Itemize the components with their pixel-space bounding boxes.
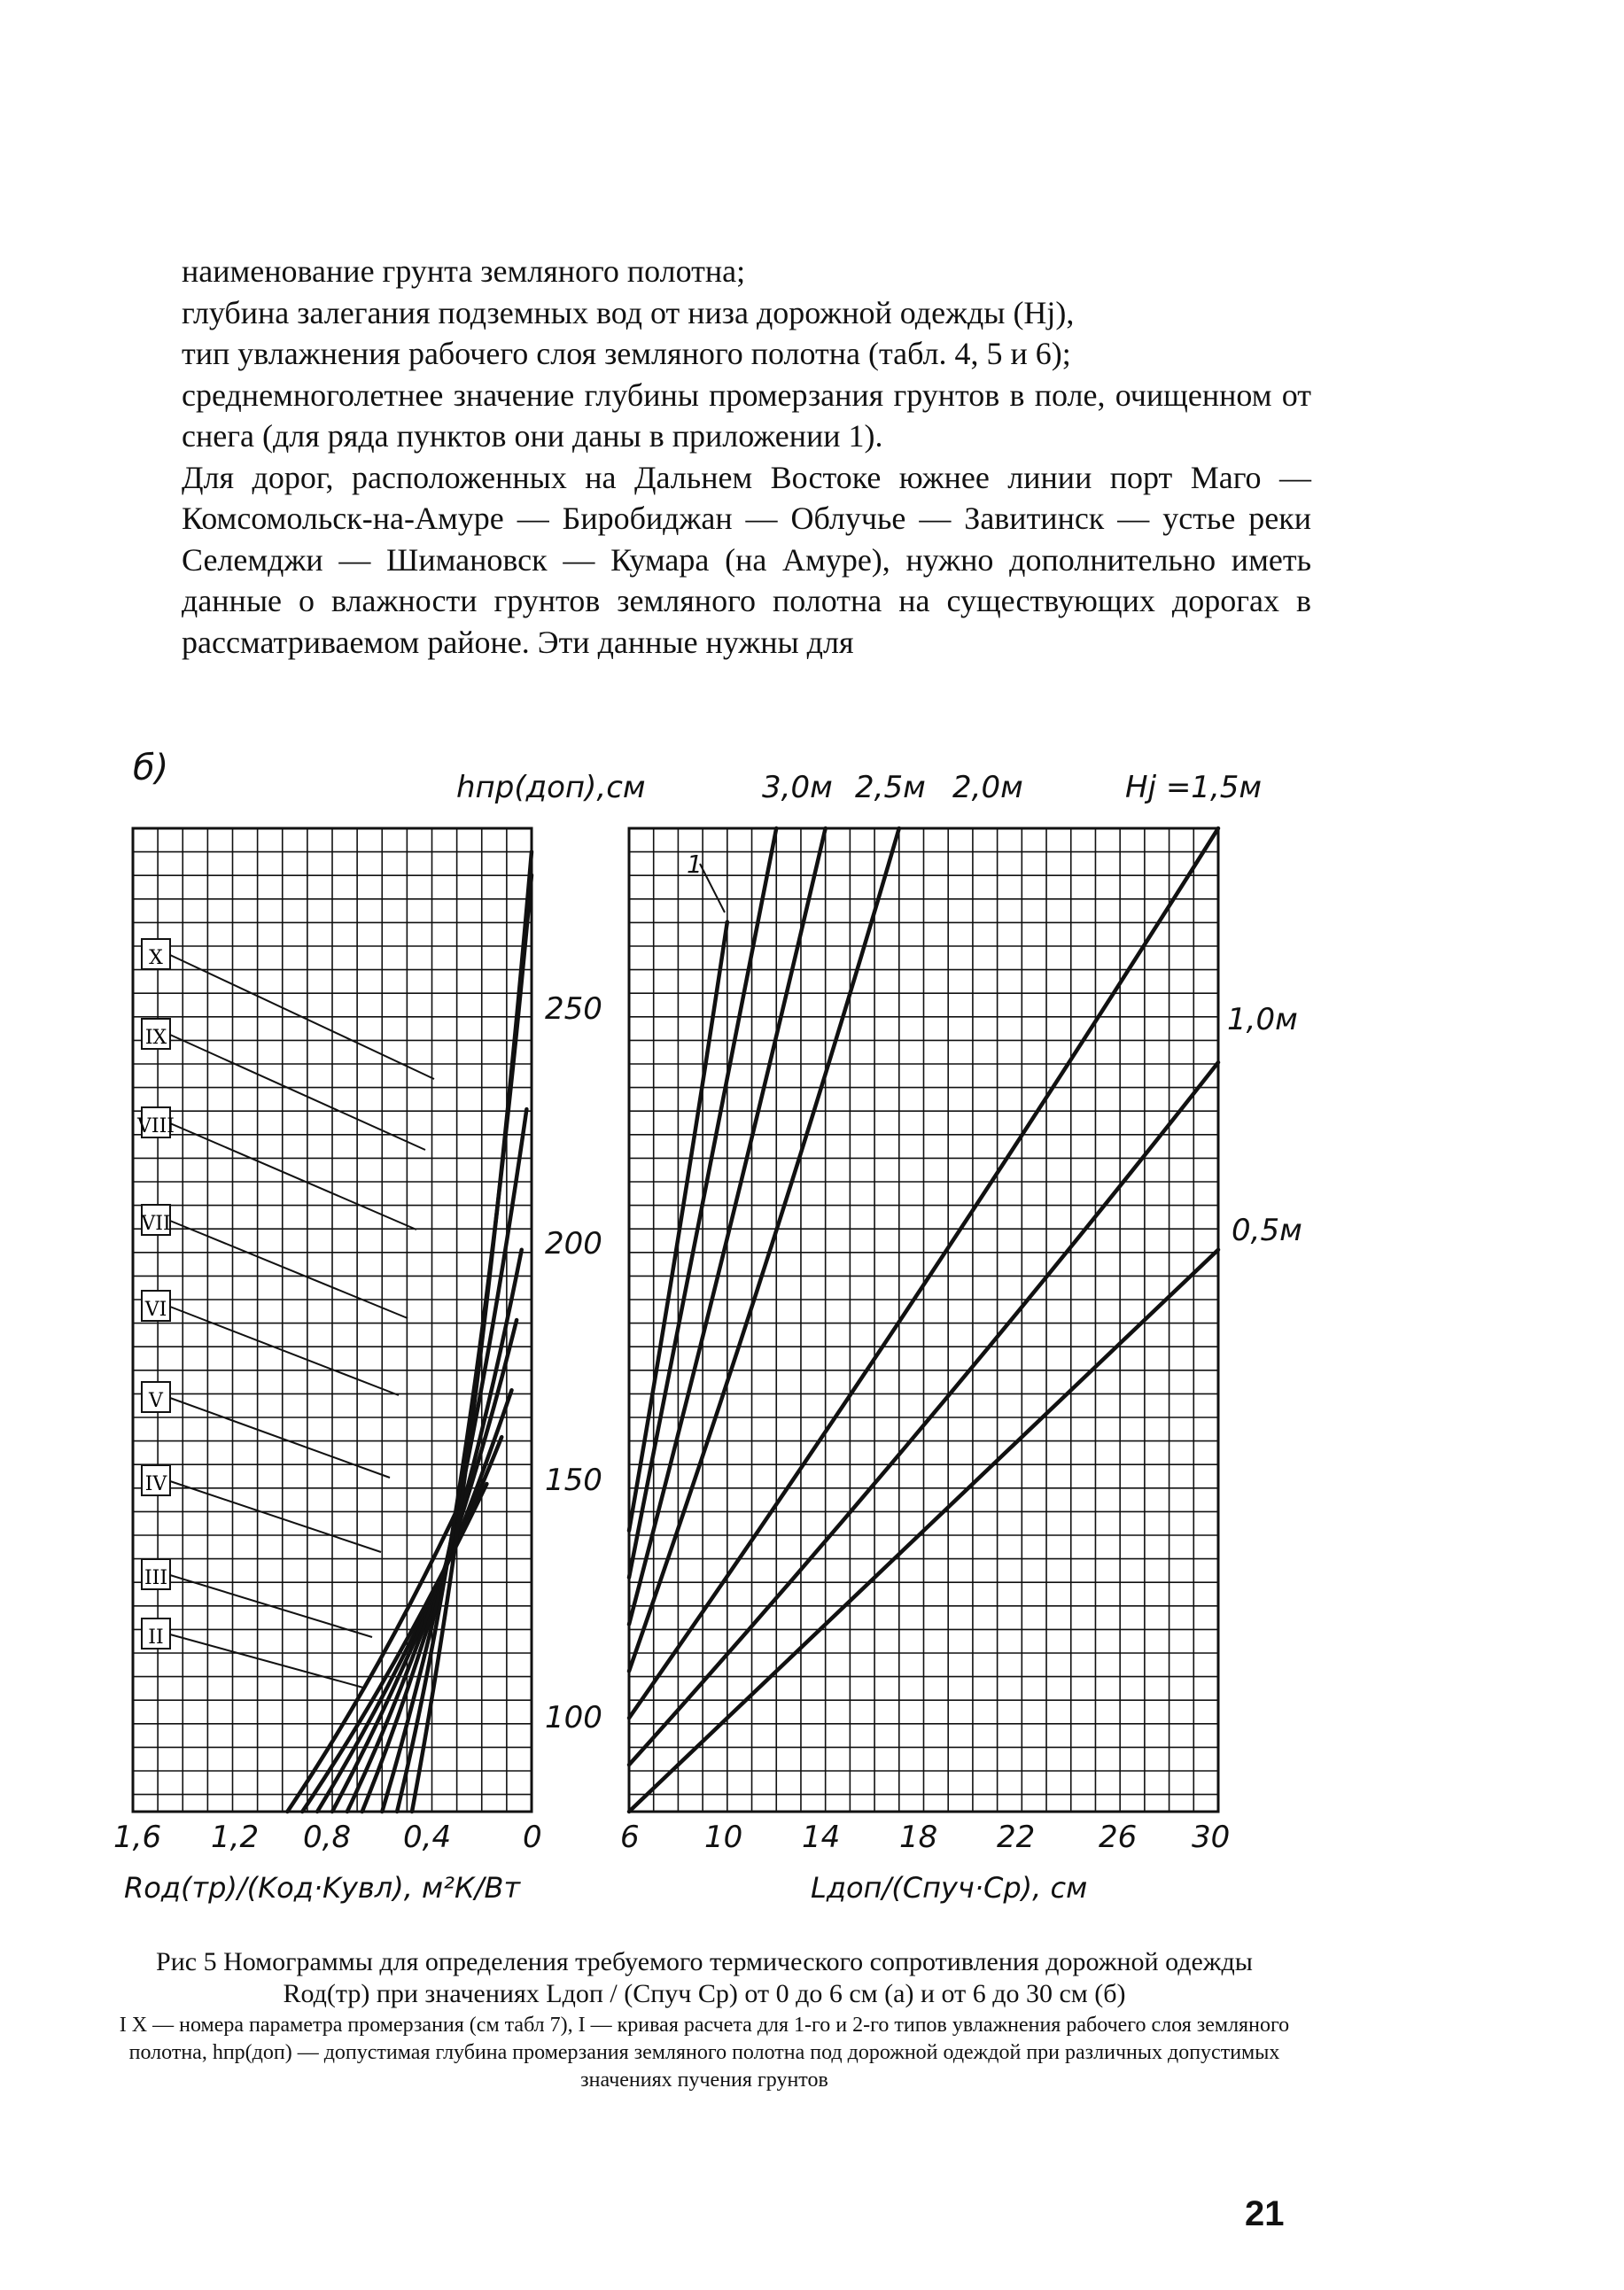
nomogram-svg (0, 726, 1624, 1922)
center-tick: 200 (545, 1226, 602, 1261)
top-label: 3,0м (762, 770, 833, 805)
panel-label: б) (133, 748, 169, 788)
leader-line (170, 1035, 425, 1150)
right-x-tick: 10 (704, 1820, 743, 1855)
right-x-tick: 26 (1099, 1820, 1138, 1855)
leader-line (170, 1221, 408, 1318)
center-axis-title: hпр(доп),см (456, 770, 646, 805)
left-x-tick: 0,4 (403, 1820, 452, 1855)
roman-label: X (149, 947, 163, 969)
roman-label: V (149, 1390, 163, 1412)
top-label: Hj =1,5м (1125, 770, 1263, 805)
text-line: глубина залегания подземных вод от низа дорожной одежды (Hj), (182, 294, 1075, 330)
side-label: 1,0м (1227, 1002, 1298, 1037)
left-x-tick: 0,8 (303, 1820, 352, 1855)
top-label: 2,0м (952, 770, 1023, 805)
roman-label: VI (144, 1299, 167, 1321)
roman-label: II (148, 1626, 164, 1649)
text-line: тип увлажнения рабочего слоя земляного полотна (табл. 4, 5 и 6); (182, 336, 1071, 371)
caption-main: Рис 5 Номограммы для определения требуемого термического сопротивления дорожной одежды Rод(тр) при значениях Lдоп / (Cпуч Cр) от 0 до 6 см (а) и от 6 до 30 см (б) (156, 1947, 1253, 2008)
left-x-tick: 0 (523, 1820, 542, 1855)
right-x-tick: 6 (620, 1820, 640, 1855)
text-line: среднемноголетнее значение глубины промерзания грунтов в поле, очищенном от снега (для ряда пунктов они даны в приложении 1). (182, 376, 1311, 454)
page-number: 21 (1245, 2194, 1285, 2233)
text-line: наименование грунта земляного полотна; (182, 253, 746, 289)
leader-line (170, 1634, 363, 1688)
left-x-tick: 1,2 (211, 1820, 260, 1855)
right-axis-title: Lдоп/(Cпуч·Cр), см (811, 1871, 1088, 1905)
center-tick: 150 (545, 1463, 602, 1498)
curve-VIII (382, 1109, 526, 1812)
curve-marker: 1 (687, 850, 703, 879)
roman-labels (136, 939, 175, 1649)
right-x-tick: 14 (802, 1820, 841, 1855)
nomogram-figure (0, 726, 1624, 1922)
leader-line (170, 1481, 381, 1552)
text-paragraph: Для дорог, расположенных на Дальнем Востоке южнее линии порт Маго — Комсомольск-на-Амуре — Биробиджан — Облучье — Завитинск — устье реки Селемджи — Шимановск — Кумара (на Амуре), нужно дополнительно иметь данные о влажности грунтов земляного полотна на существующих дорогах в рассматриваемом районе. Эти данные нужны для (182, 459, 1311, 660)
roman-label: III (144, 1567, 168, 1589)
roman-label: IV (144, 1473, 167, 1495)
left-curves (287, 851, 532, 1812)
right-x-tick: 18 (899, 1820, 938, 1855)
roman-label: IX (144, 1027, 167, 1049)
left-grid (133, 828, 532, 1812)
figure-caption (111, 1946, 1298, 2094)
curve-II (287, 1484, 469, 1812)
roman-label: VII (141, 1213, 171, 1235)
side-label: 0,5м (1232, 1213, 1302, 1248)
right-x-tick: 22 (997, 1820, 1036, 1855)
curve-2,0м (629, 828, 899, 1671)
center-tick: 250 (545, 991, 602, 1027)
left-x-tick: 1,6 (113, 1820, 162, 1855)
top-label: 2,5м (855, 770, 926, 805)
leader-line (700, 864, 725, 912)
caption-note: I X — номера параметра промерзания (см табл 7), I — кривая расчета для 1-го и 2-го типов увлажнения рабочего слоя земляного полотна, hпр(доп) — допустимая глубина промерзания земляного полотна под дорожной одеждой при различных допустимых значениях пучения грунтов (119, 2014, 1290, 2092)
body-text (182, 251, 1311, 663)
leader-line (170, 1307, 399, 1395)
right-x-tick: 30 (1192, 1820, 1231, 1855)
left-axis-title: Rод(тр)/(Kод·Kувл), м²К/Вт (124, 1871, 521, 1905)
roman-label: VIII (137, 1115, 175, 1137)
center-tick: 100 (545, 1700, 602, 1735)
